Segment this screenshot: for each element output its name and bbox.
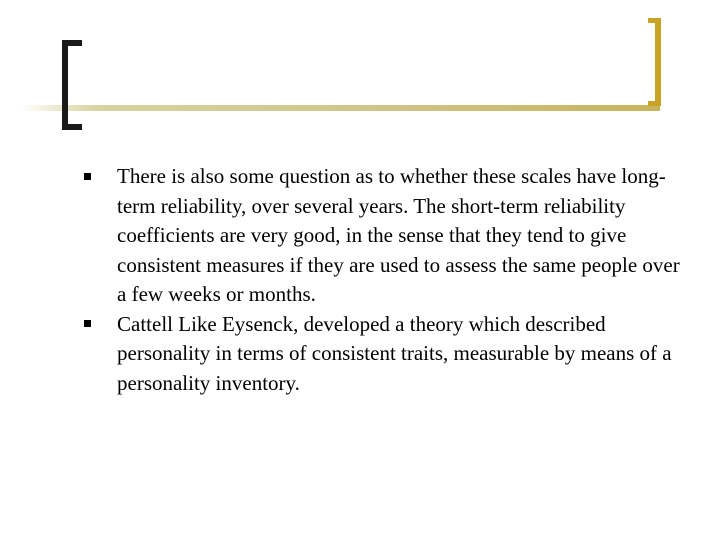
title-underline-rule [20,105,660,111]
left-bracket-top-decoration [62,40,82,46]
list-item [84,162,684,310]
bullet-text-reliability: There is also some question as to whether these scales have long-term reliability, over several years. The short-term reliability coefficients are very good, in the sense that they tend to give consistent measures if they are used to assess the same people over a few weeks or months. [117,164,680,306]
square-bullet-icon [84,310,117,340]
list-item [84,310,684,399]
right-bracket-top-decoration [648,18,661,23]
left-bracket-decoration [62,40,68,130]
right-bracket-decoration [655,18,661,106]
slide-body-list [84,162,684,398]
right-bracket-bottom-decoration [648,101,661,106]
square-bullet-icon [84,162,117,192]
bullet-text-cattell: Cattell Like Eysenck, developed a theory which described personality in terms of consistent traits, measurable by means of a personality inventory. [117,311,672,395]
left-bracket-bottom-decoration [62,124,82,130]
